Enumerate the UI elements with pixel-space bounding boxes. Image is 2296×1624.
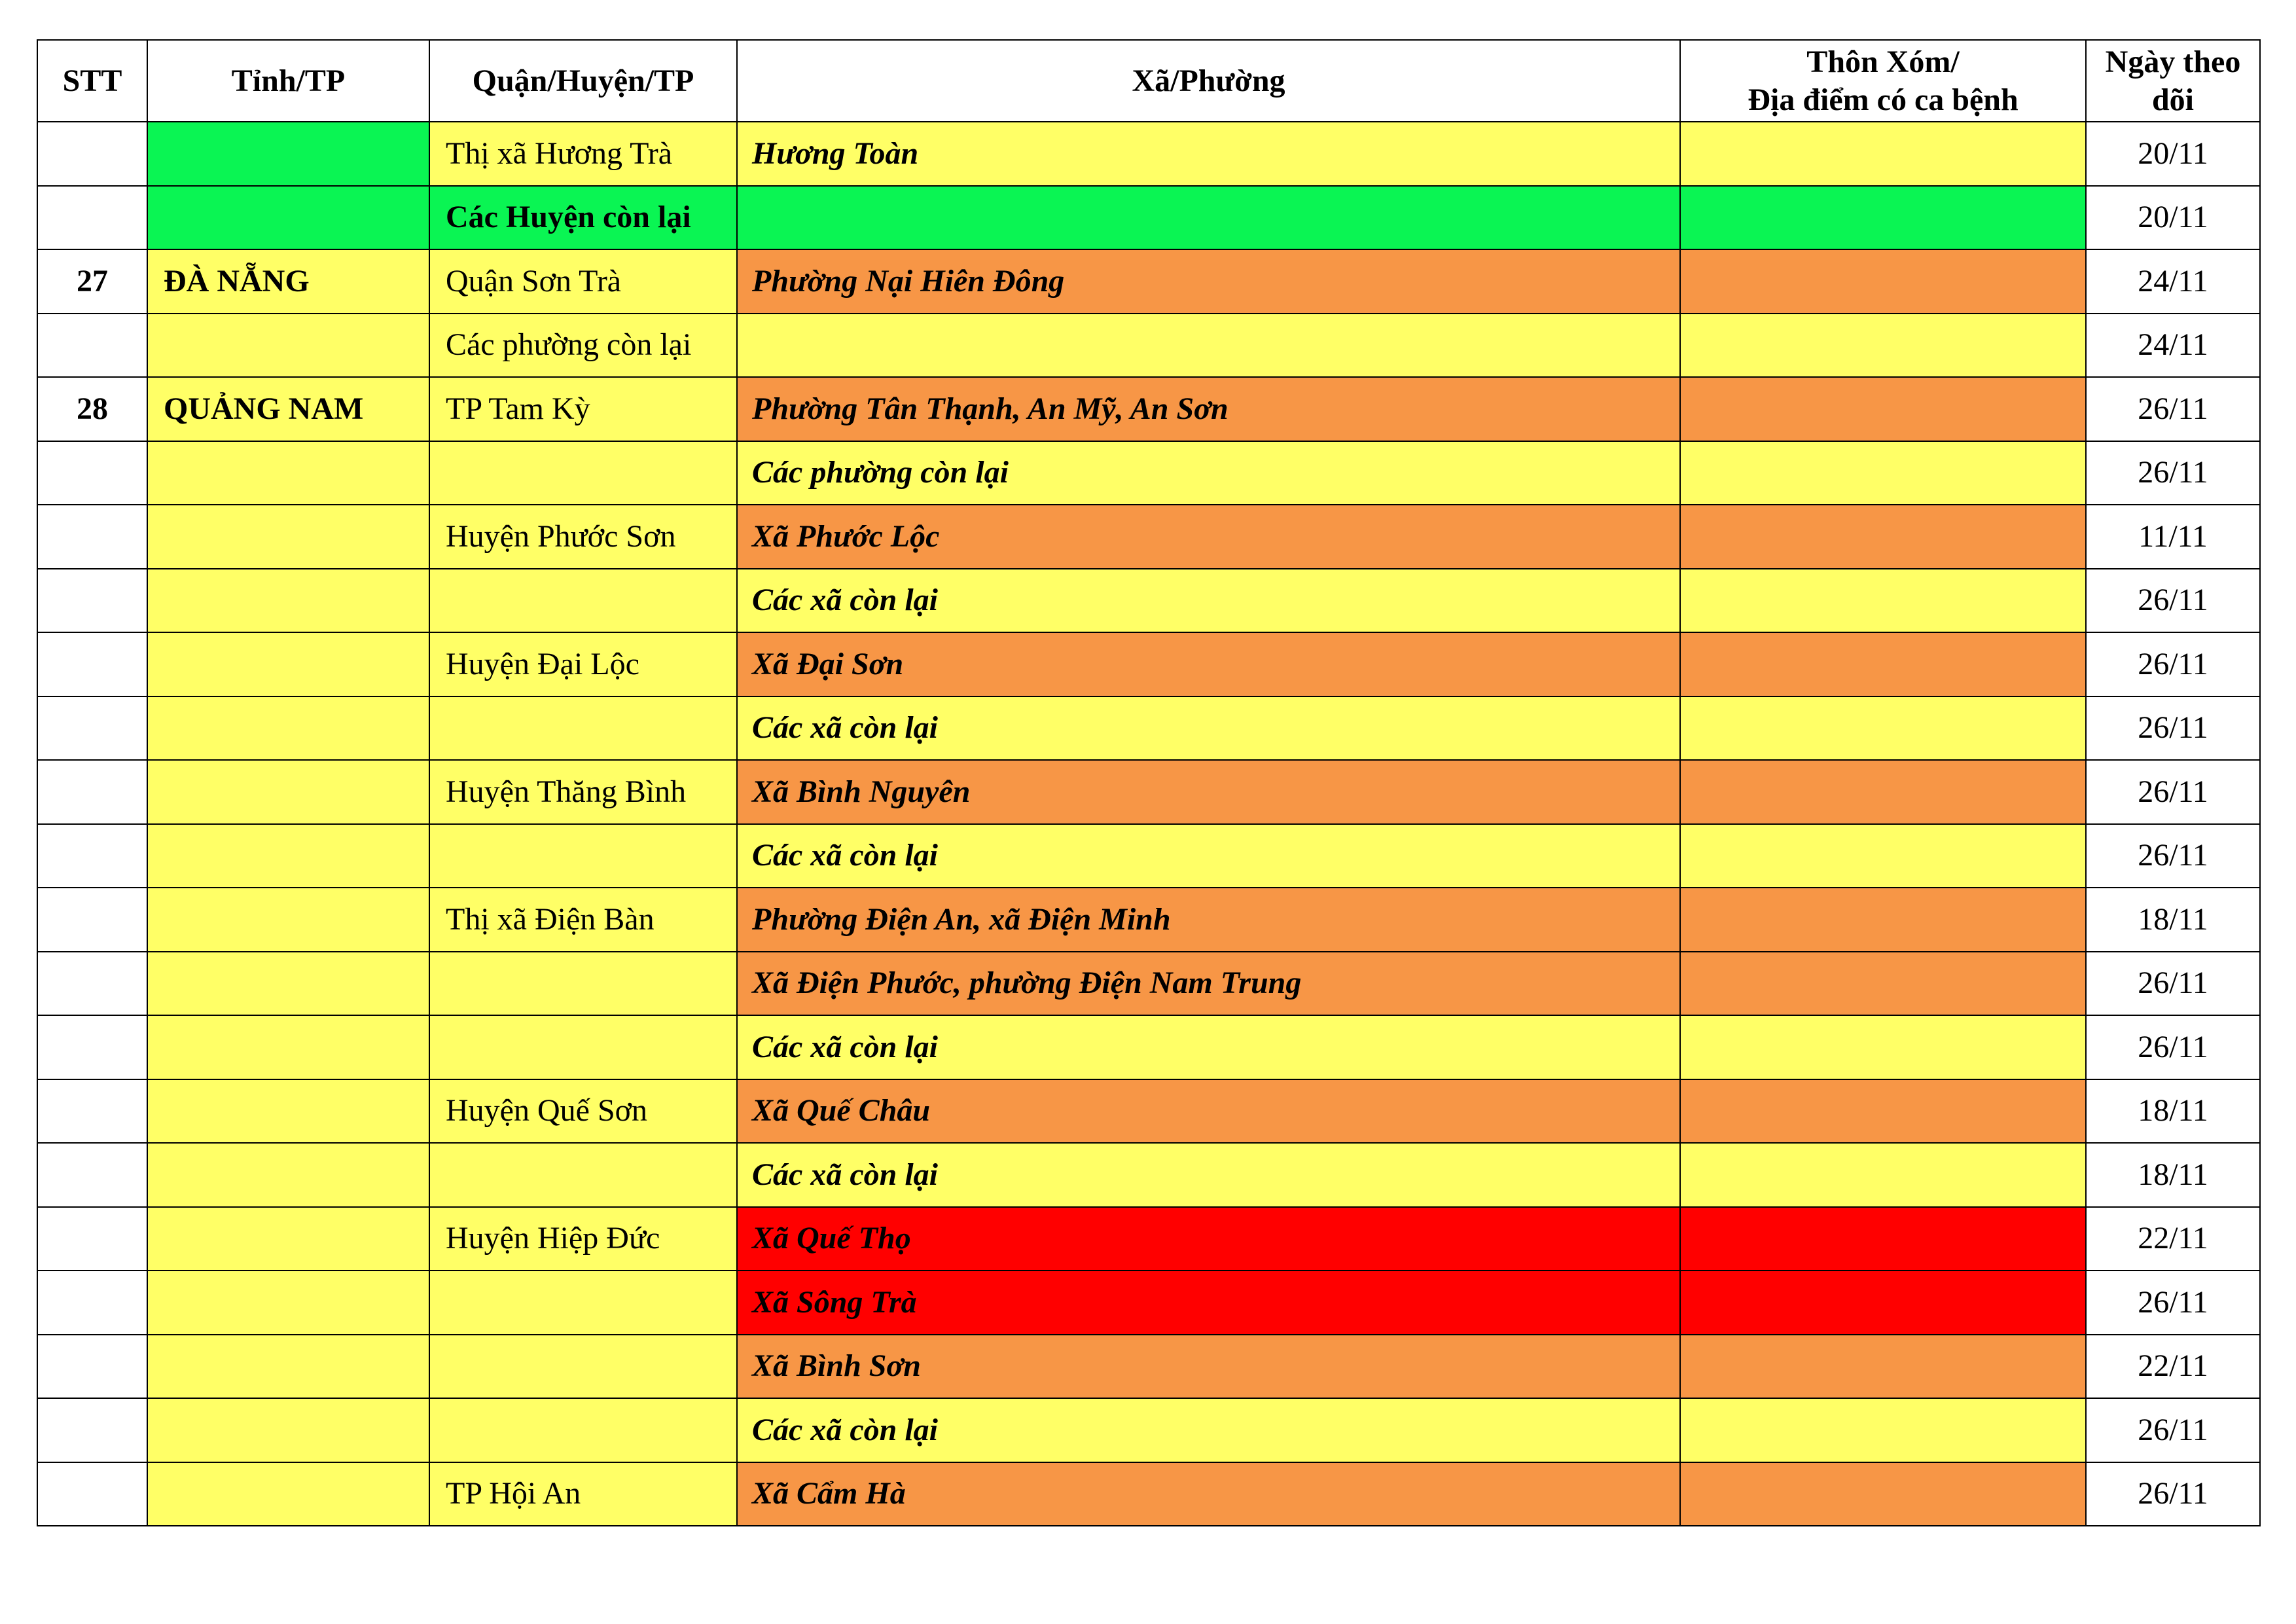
header-row [37, 40, 2260, 122]
table-row [37, 122, 2260, 186]
district-cell: TP Hội An [429, 1462, 737, 1526]
ward-cell: Xã Sông Trà [737, 1271, 1680, 1335]
province-cell [147, 1143, 429, 1207]
district-cell: Thị xã Hương Trà [429, 122, 737, 186]
date-cell: 26/11 [2086, 824, 2260, 888]
stt-cell [37, 952, 147, 1016]
hamlet-cell [1680, 441, 2086, 505]
ward-cell: Phường Điện An, xã Điện Minh [737, 888, 1680, 952]
province-cell [147, 1207, 429, 1271]
stt-cell [37, 1079, 147, 1144]
ward-cell: Xã Điện Phước, phường Điện Nam Trung [737, 952, 1680, 1016]
hamlet-cell [1680, 505, 2086, 569]
district-cell: Các phường còn lại [429, 314, 737, 378]
date-cell: 22/11 [2086, 1335, 2260, 1399]
ward-cell: Các xã còn lại [737, 1143, 1680, 1207]
ward-cell: Các xã còn lại [737, 696, 1680, 761]
ward-cell: Các xã còn lại [737, 1398, 1680, 1462]
province-cell [147, 1335, 429, 1399]
header-hamlet [1680, 40, 2086, 122]
table-row [37, 824, 2260, 888]
table-row [37, 441, 2260, 505]
province-cell [147, 186, 429, 250]
hamlet-cell [1680, 1207, 2086, 1271]
hamlet-cell [1680, 760, 2086, 824]
ward-cell: Các phường còn lại [737, 441, 1680, 505]
table-row [37, 1015, 2260, 1079]
date-cell: 18/11 [2086, 1143, 2260, 1207]
district-cell: TP Tam Kỳ [429, 377, 737, 441]
ward-cell: Xã Bình Sơn [737, 1335, 1680, 1399]
district-cell [429, 824, 737, 888]
province-cell [147, 824, 429, 888]
hamlet-cell [1680, 632, 2086, 696]
province-cell [147, 888, 429, 952]
ward-cell: Hương Toàn [737, 122, 1680, 186]
table-row [37, 1335, 2260, 1399]
hamlet-cell [1680, 314, 2086, 378]
date-cell: 22/11 [2086, 1207, 2260, 1271]
stt-cell [37, 1462, 147, 1526]
date-cell: 11/11 [2086, 505, 2260, 569]
ward-cell: Xã Phước Lộc [737, 505, 1680, 569]
ward-cell: Xã Quế Châu [737, 1079, 1680, 1144]
header-province: Tỉnh/TP [147, 40, 429, 122]
data-table [37, 39, 2261, 1526]
header-stt: STT [37, 40, 147, 122]
table-row [37, 505, 2260, 569]
province-cell: QUẢNG NAM [147, 377, 429, 441]
ward-cell [737, 314, 1680, 378]
province-cell [147, 632, 429, 696]
header-ward: Xã/Phường [737, 40, 1680, 122]
stt-cell [37, 824, 147, 888]
table-row [37, 1207, 2260, 1271]
district-cell: Huyện Đại Lộc [429, 632, 737, 696]
hamlet-cell [1680, 122, 2086, 186]
province-cell [147, 314, 429, 378]
district-cell: Huyện Phước Sơn [429, 505, 737, 569]
stt-cell [37, 632, 147, 696]
table-row [37, 888, 2260, 952]
header-hamlet-line: Thôn Xóm/ [1806, 44, 1960, 79]
district-cell [429, 952, 737, 1016]
date-cell: 26/11 [2086, 1271, 2260, 1335]
province-cell [147, 696, 429, 761]
district-cell [429, 1271, 737, 1335]
date-cell: 26/11 [2086, 952, 2260, 1016]
province-cell [147, 1462, 429, 1526]
hamlet-cell [1680, 1462, 2086, 1526]
table-row [37, 760, 2260, 824]
stt-cell: 27 [37, 249, 147, 314]
table-row [37, 632, 2260, 696]
date-cell: 26/11 [2086, 569, 2260, 633]
date-cell: 26/11 [2086, 696, 2260, 761]
ward-cell [737, 186, 1680, 250]
district-cell: Huyện Hiệp Đức [429, 1207, 737, 1271]
stt-cell [37, 1398, 147, 1462]
province-cell [147, 1398, 429, 1462]
date-cell: 24/11 [2086, 249, 2260, 314]
stt-cell: 28 [37, 377, 147, 441]
header-hamlet-line: Địa điểm có ca bệnh [1748, 82, 2018, 117]
hamlet-cell [1680, 1335, 2086, 1399]
ward-cell: Các xã còn lại [737, 569, 1680, 633]
table-row [37, 1079, 2260, 1144]
date-cell: 26/11 [2086, 377, 2260, 441]
province-cell [147, 1079, 429, 1144]
province-cell [147, 122, 429, 186]
ward-cell: Phường Nại Hiên Đông [737, 249, 1680, 314]
district-cell: Các Huyện còn lại [429, 186, 737, 250]
stt-cell [37, 696, 147, 761]
date-cell: 20/11 [2086, 122, 2260, 186]
stt-cell [37, 760, 147, 824]
province-cell [147, 1015, 429, 1079]
ward-cell: Các xã còn lại [737, 1015, 1680, 1079]
hamlet-cell [1680, 249, 2086, 314]
hamlet-cell [1680, 569, 2086, 633]
date-cell: 26/11 [2086, 1398, 2260, 1462]
stt-cell [37, 441, 147, 505]
province-cell [147, 760, 429, 824]
stt-cell [37, 1207, 147, 1271]
header-date [2086, 40, 2260, 122]
table-row [37, 569, 2260, 633]
ward-cell: Các xã còn lại [737, 824, 1680, 888]
ward-cell: Xã Cẩm Hà [737, 1462, 1680, 1526]
table-row [37, 249, 2260, 314]
province-cell [147, 952, 429, 1016]
table-row [37, 314, 2260, 378]
table-row [37, 1271, 2260, 1335]
stt-cell [37, 569, 147, 633]
district-cell [429, 1398, 737, 1462]
district-cell: Quận Sơn Trà [429, 249, 737, 314]
table-row [37, 186, 2260, 250]
date-cell: 18/11 [2086, 888, 2260, 952]
stt-cell [37, 1271, 147, 1335]
hamlet-cell [1680, 888, 2086, 952]
hamlet-cell [1680, 186, 2086, 250]
stt-cell [37, 888, 147, 952]
district-cell: Huyện Thăng Bình [429, 760, 737, 824]
district-cell [429, 1015, 737, 1079]
date-cell: 26/11 [2086, 1015, 2260, 1079]
ward-cell: Phường Tân Thạnh, An Mỹ, An Sơn [737, 377, 1680, 441]
hamlet-cell [1680, 824, 2086, 888]
header-date-line: dõi [2151, 82, 2195, 117]
district-cell [429, 569, 737, 633]
hamlet-cell [1680, 1143, 2086, 1207]
hamlet-cell [1680, 1398, 2086, 1462]
ward-cell: Xã Quế Thọ [737, 1207, 1680, 1271]
date-cell: 26/11 [2086, 1462, 2260, 1526]
district-cell: Thị xã Điện Bàn [429, 888, 737, 952]
table-row [37, 1398, 2260, 1462]
district-cell: Huyện Quế Sơn [429, 1079, 737, 1144]
date-cell: 24/11 [2086, 314, 2260, 378]
district-cell [429, 1143, 737, 1207]
province-cell: ĐÀ NẴNG [147, 249, 429, 314]
stt-cell [37, 122, 147, 186]
table-row [37, 696, 2260, 761]
table-row [37, 1462, 2260, 1526]
district-cell [429, 1335, 737, 1399]
hamlet-cell [1680, 377, 2086, 441]
table-row [37, 377, 2260, 441]
district-cell [429, 696, 737, 761]
hamlet-cell [1680, 1015, 2086, 1079]
district-cell [429, 441, 737, 505]
ward-cell: Xã Bình Nguyên [737, 760, 1680, 824]
table-row [37, 1143, 2260, 1207]
header-district: Quận/Huyện/TP [429, 40, 737, 122]
province-cell [147, 505, 429, 569]
province-cell [147, 1271, 429, 1335]
date-cell: 26/11 [2086, 632, 2260, 696]
table-row [37, 952, 2260, 1016]
header-date-line: Ngày theo [2105, 44, 2241, 79]
stt-cell [37, 1335, 147, 1399]
date-cell: 26/11 [2086, 760, 2260, 824]
stt-cell [37, 1143, 147, 1207]
stt-cell [37, 186, 147, 250]
hamlet-cell [1680, 696, 2086, 761]
date-cell: 26/11 [2086, 441, 2260, 505]
stt-cell [37, 1015, 147, 1079]
stt-cell [37, 314, 147, 378]
hamlet-cell [1680, 1079, 2086, 1144]
hamlet-cell [1680, 1271, 2086, 1335]
date-cell: 18/11 [2086, 1079, 2260, 1144]
ward-cell: Xã Đại Sơn [737, 632, 1680, 696]
province-cell [147, 569, 429, 633]
hamlet-cell [1680, 952, 2086, 1016]
province-cell [147, 441, 429, 505]
date-cell: 20/11 [2086, 186, 2260, 250]
stt-cell [37, 505, 147, 569]
